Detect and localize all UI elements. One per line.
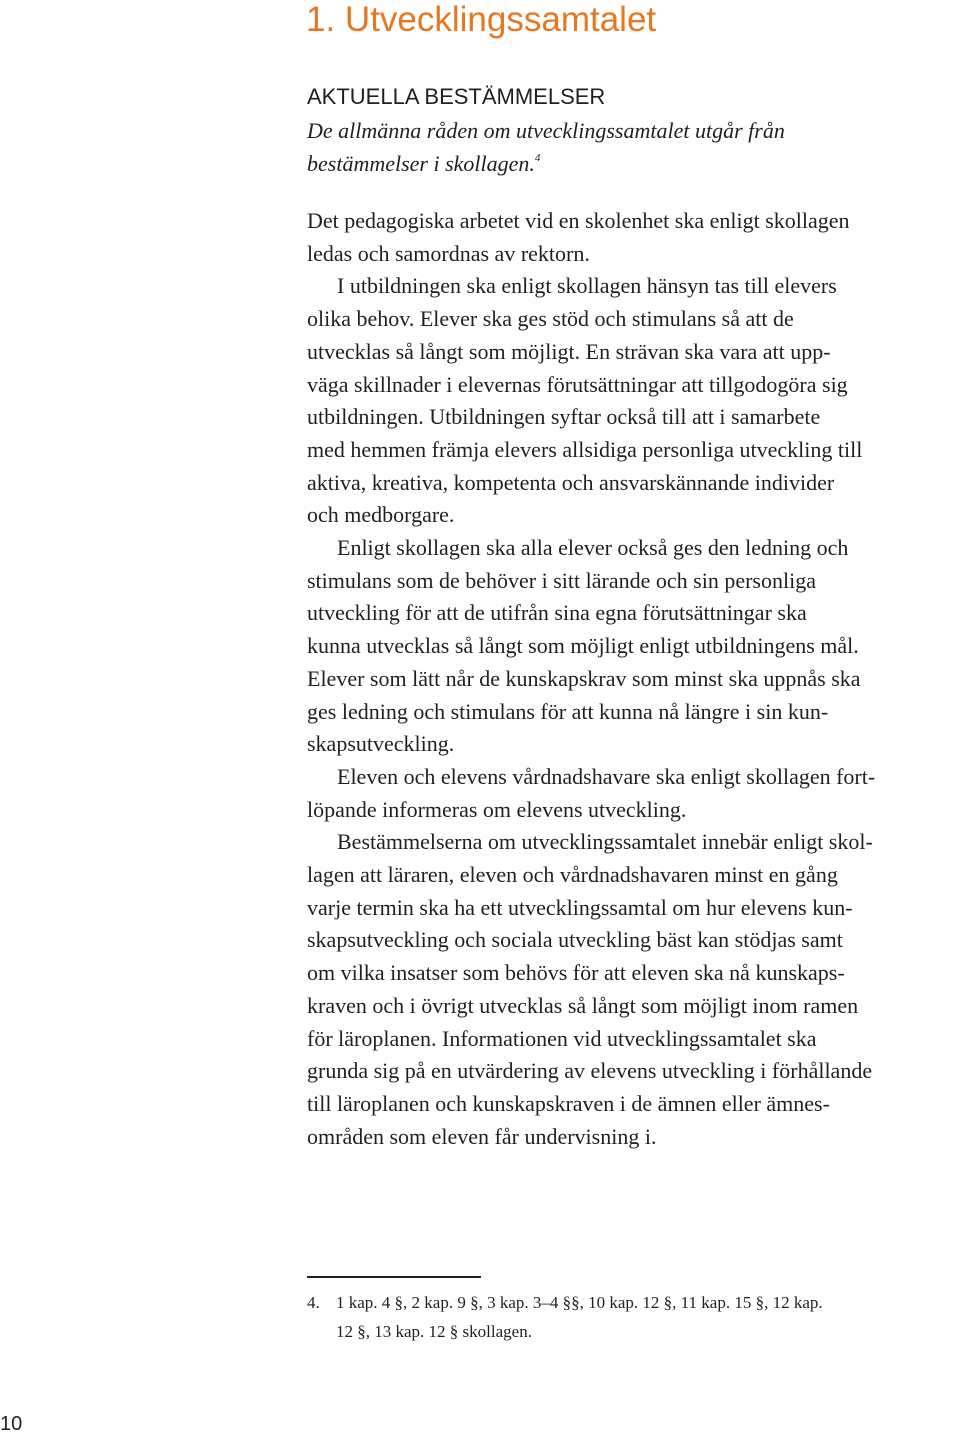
body-line: för läroplanen. Informationen vid utvecklingssamtalet ska <box>307 1025 817 1051</box>
intro-line <box>307 147 927 180</box>
chapter-title: 1. Utvecklingssamtalet <box>306 0 657 39</box>
intro-paragraph <box>307 114 927 180</box>
footnote-reference: 4 <box>534 152 541 164</box>
body-line: väga skillnader i elevernas förutsättningar att tillgodogöra sig <box>307 371 848 397</box>
body-line: till läroplanen och kunskapskraven i de ämnen eller ämnes- <box>307 1090 830 1116</box>
body-line: stimulans som de behöver i sitt lärande och sin personliga <box>307 567 816 593</box>
body-line: Det pedagogiska arbetet vid en skolenhet ska enligt skollagen <box>307 208 850 233</box>
intro-line-text: bestämmelser i skollagen. <box>307 151 535 176</box>
body-line: med hemmen främja elevers allsidiga personliga utveckling till <box>307 436 863 462</box>
body-line: ges ledning och stimulans för att kunna nå längre i sin kun- <box>307 698 829 724</box>
body-line: utvecklas så långt som möjligt. En strävan ska vara att upp- <box>307 338 831 364</box>
body-line: om vilka insatser som behövs för att eleven ska nå kunskaps- <box>307 960 845 986</box>
body-line: lagen att läraren, eleven och vårdnadshavaren minst en gång <box>307 862 838 888</box>
body-line: löpande informeras om elevens utveckling. <box>307 796 687 822</box>
body-line: utbildningen. Utbildningen syftar också till att i samarbete <box>307 404 821 430</box>
body-line: Bestämmelserna om utvecklingssamtalet innebär enligt skol- <box>337 829 873 855</box>
body-line: Elever som lätt når de kunskapskrav som minst ska uppnås ska <box>307 665 861 691</box>
body-line: I utbildningen ska enligt skollagen hänsyn tas till elevers <box>337 273 837 299</box>
section-heading: AKTUELLA BESTÄMMELSER <box>307 84 606 109</box>
body-line: Enligt skollagen ska alla elever också ges den ledning och <box>337 535 849 561</box>
body-line: kraven och i övrigt utvecklas så långt som möjligt inom ramen <box>307 992 859 1018</box>
page-number: 10 <box>0 1413 23 1435</box>
body-line: varje termin ska ha ett utvecklingssamtal om hur elevens kun- <box>307 894 853 920</box>
footnote-text: 1 kap. 4 §, 2 kap. 9 §, 3 kap. 3–4 §§, 10 kap. 12 §, 11 kap. 15 §, 12 kap. <box>336 1293 823 1312</box>
body-line: grunda sig på en utvärdering av elevens utveckling i förhållande <box>307 1058 873 1084</box>
body-line: kunna utvecklas så långt som möjligt enligt utbildningens mål. <box>307 633 859 659</box>
body-line: olika behov. Elever ska ges stöd och stimulans så att de <box>307 306 794 332</box>
body-line: skapsutveckling och sociala utveckling bäst kan stödjas samt <box>307 927 843 953</box>
body-line: Eleven och elevens vårdnadshavare ska enligt skollagen fort- <box>337 763 876 789</box>
body-line: skapsutveckling. <box>307 731 455 757</box>
footnote-divider <box>307 1276 481 1278</box>
body-line: områden som eleven får undervisning i. <box>307 1123 657 1149</box>
body-line: aktiva, kreativa, kompetenta och ansvarskännande individer <box>307 469 835 495</box>
body-line: ledas och samordnas av rektorn. <box>307 240 590 266</box>
body-text <box>307 205 957 1153</box>
intro-line: De allmänna råden om utvecklingssamtalet utgår från <box>307 118 785 143</box>
body-line: och medborgare. <box>307 502 455 528</box>
body-line: utveckling för att de utifrån sina egna förutsättningar ska <box>307 600 807 626</box>
footnote-number: 4. <box>307 1293 320 1312</box>
footnote-line: 12 §, 13 kap. 12 § skollagen. <box>336 1322 532 1341</box>
footnote <box>307 1288 957 1346</box>
footnote-line <box>307 1288 957 1317</box>
